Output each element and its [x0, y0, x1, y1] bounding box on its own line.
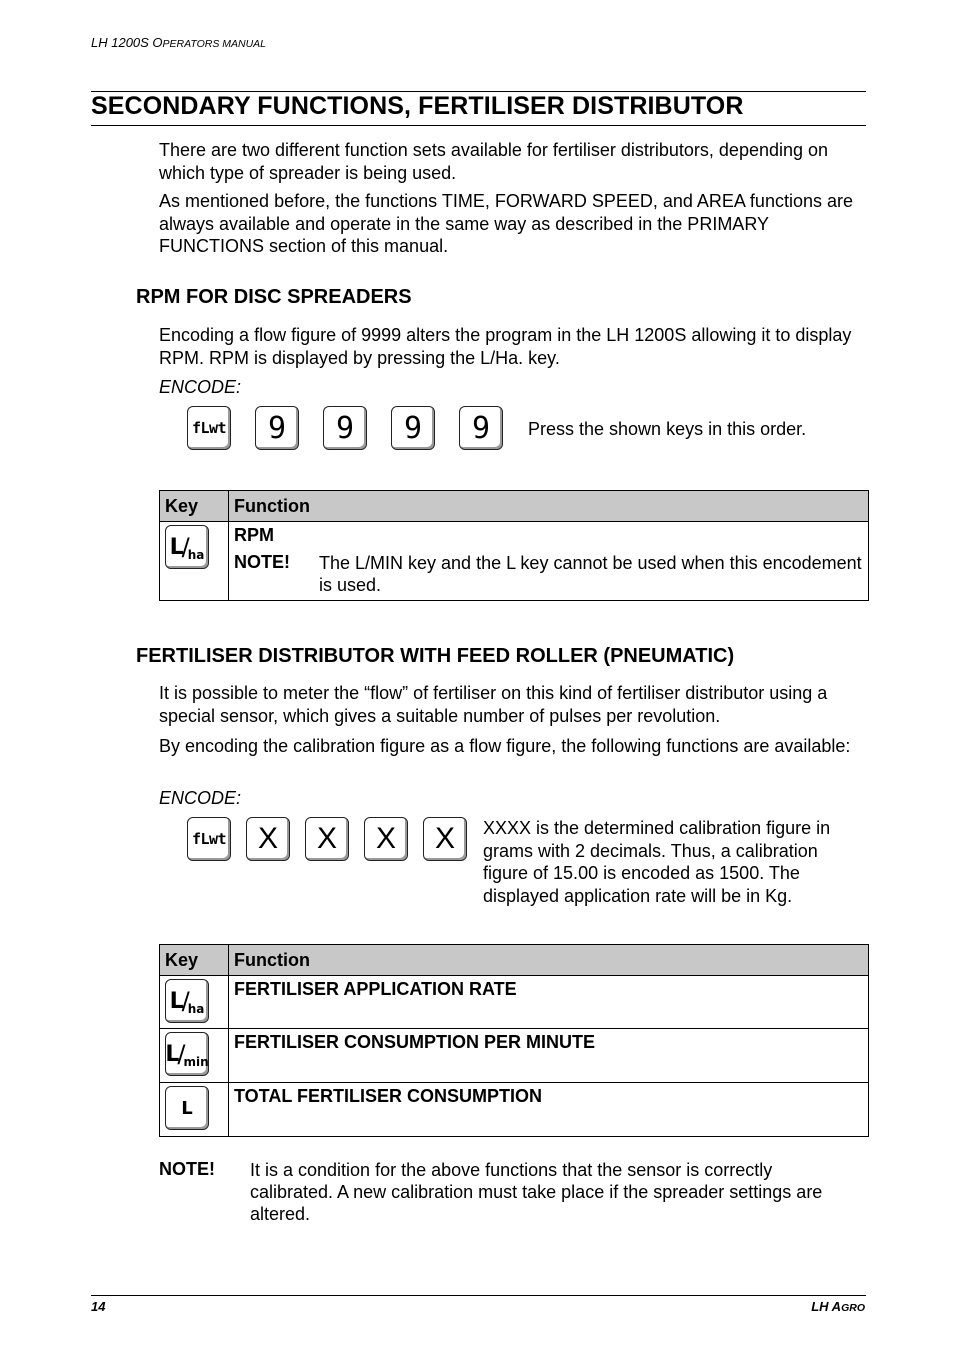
l-key-icon: L [165, 1086, 209, 1130]
l-per-ha-key-icon: L / ha [165, 525, 209, 569]
section-heading-feed-roller: FERTILISER DISTRIBUTOR WITH FEED ROLLER (PNEUMATIC) [136, 645, 735, 667]
keys-caption: XXXX is the determined calibration figure in grams with 2 decimals. Thus, a calibration figure of 15.00 is encoded as 1500. The displayed application rate will be in Kg. [483, 818, 831, 906]
flwt-key: fLwt [187, 817, 231, 861]
section-heading-rpm: RPM FOR DISC SPREADERS [136, 286, 412, 308]
keys-caption: Press the shown keys in this order. [528, 419, 807, 439]
encode-label: ENCODE: [159, 788, 242, 808]
col-header-key: Key [160, 945, 229, 976]
note-text: It is a condition for the above functions that the sensor is correctly calibrated. A new calibration must take place if the spreader settings are altered. [250, 1160, 823, 1224]
l-per-min-key-icon: L / min [165, 1032, 209, 1076]
col-header-function: Function [229, 491, 869, 522]
title-rule-bottom [91, 125, 866, 126]
digit-key: 9 [459, 406, 503, 450]
x-key: X [305, 817, 349, 861]
rpm-paragraph: Encoding a flow figure of 9999 alters the program in the LH 1200S allowing it to display RPM. RPM is displayed by pressing the L/Ha. key. [159, 325, 852, 368]
digit-key: 9 [323, 406, 367, 450]
note-label: NOTE! [159, 1159, 215, 1179]
function-name: TOTAL FERTILISER CONSUMPTION [234, 1086, 543, 1106]
table-row [160, 522, 869, 601]
function-name: FERTILISER APPLICATION RATE [234, 979, 517, 999]
intro-paragraph-1: There are two different function sets available for fertiliser distributors, depending on which type of spreader is being used. [159, 140, 829, 183]
function-name: RPM [234, 525, 274, 545]
x-key: X [364, 817, 408, 861]
l-per-ha-key-icon: L / ha [165, 979, 209, 1023]
fertiliser-key-table [159, 944, 869, 1137]
x-key: X [423, 817, 467, 861]
page-title: SECONDARY FUNCTIONS, FERTILISER DISTRIBUTOR [91, 92, 744, 120]
col-header-key: Key [160, 491, 229, 522]
running-header: LH 1200S OPERATORS MANUAL [91, 35, 267, 50]
table-row [160, 976, 869, 1029]
table-note: NOTE! The L/MIN key and the L key cannot be used when this encodement is used. [234, 552, 862, 595]
feed-roller-paragraph-2: By encoding the calibration figure as a flow figure, the following functions are available: [159, 736, 851, 756]
digit-key: 9 [255, 406, 299, 450]
table-row [160, 1029, 869, 1083]
encode-label: ENCODE: [159, 377, 242, 397]
footer-rule [91, 1295, 866, 1296]
digit-key: 9 [391, 406, 435, 450]
table-row [160, 1083, 869, 1137]
rpm-key-table [159, 490, 869, 601]
page-number: 14 [91, 1299, 106, 1314]
intro-paragraph-2: As mentioned before, the functions TIME, FORWARD SPEED, and AREA functions are always available and operate in the same way as described in the PRIMARY FUNCTIONS section of this manual. [159, 191, 853, 256]
function-name: FERTILISER CONSUMPTION PER MINUTE [234, 1032, 596, 1052]
col-header-function: Function [229, 945, 869, 976]
footer-brand: LH AGRO [811, 1299, 865, 1314]
feed-roller-paragraph-1: It is possible to meter the “flow” of fertiliser on this kind of fertiliser distributor using a special sensor, which gives a suitable number of pulses per revolution. [159, 683, 828, 726]
flwt-key: fLwt [187, 406, 231, 450]
x-key: X [246, 817, 290, 861]
